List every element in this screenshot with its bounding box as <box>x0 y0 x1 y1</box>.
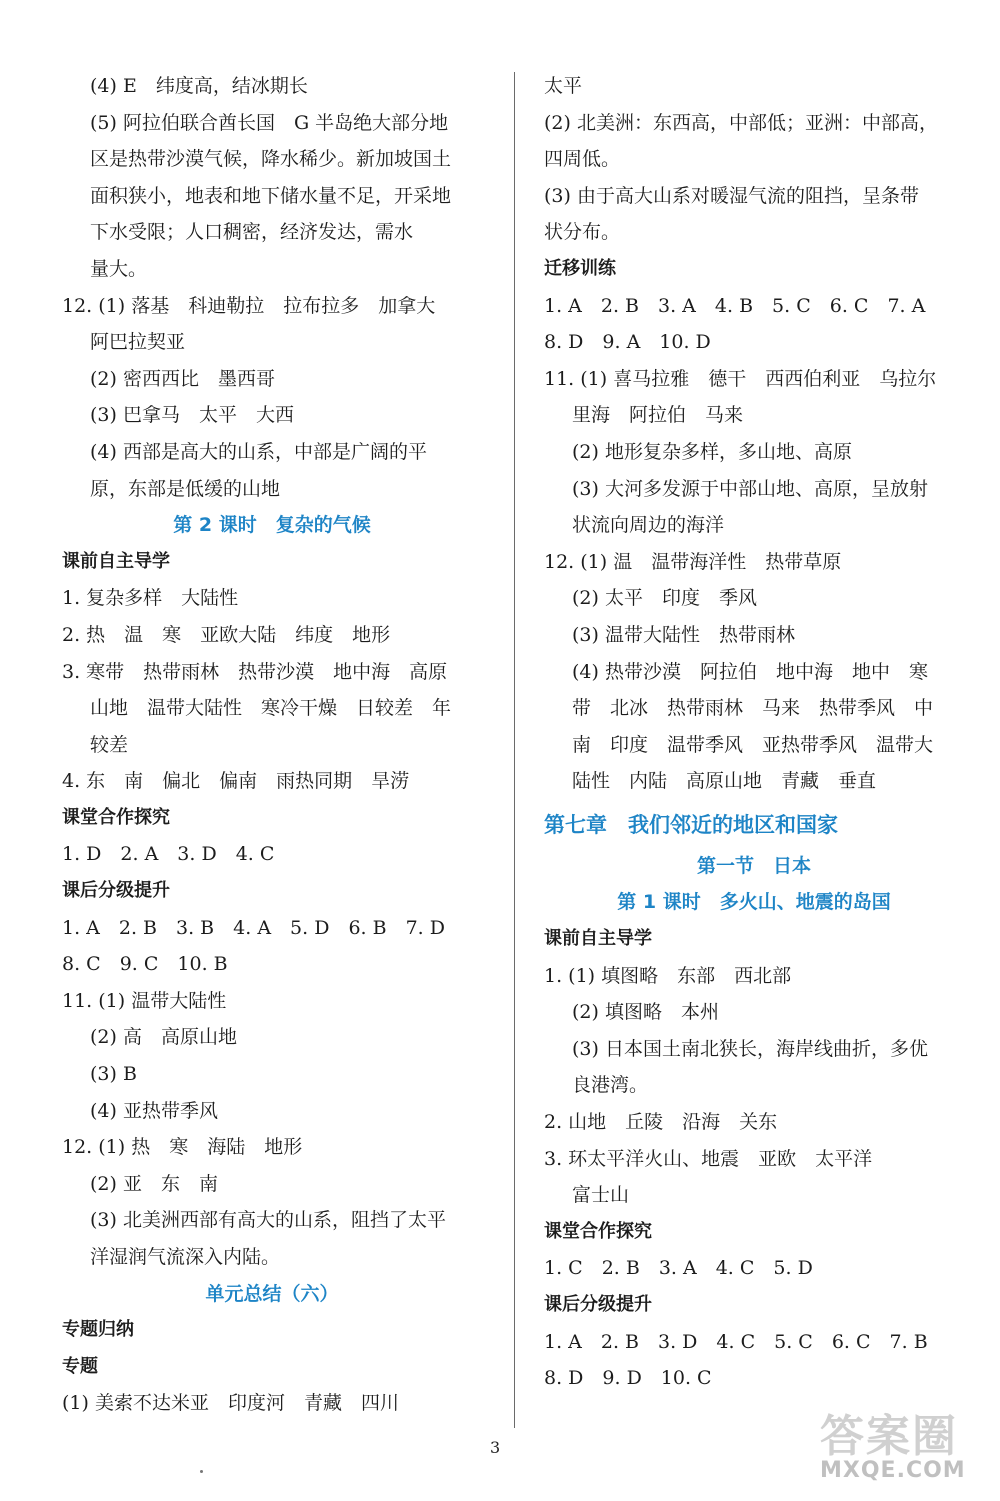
answer-line: 富士山 <box>572 1184 630 1207</box>
watermark-logo <box>820 1400 990 1490</box>
print-dot <box>200 1470 203 1473</box>
answer-line: 原，东部是低缓的山地 <box>90 477 281 500</box>
answer-line: 3. 环太平洋火山、地震 亚欧 太平洋 <box>544 1147 873 1170</box>
answer-line: 11. (1) 温带大陆性 <box>62 989 227 1012</box>
answer-line: 状流向周边的海洋 <box>572 514 725 537</box>
answer-line: 四周低。 <box>544 148 621 171</box>
answer-line: (2) 太平 印度 季风 <box>572 587 757 610</box>
answer-line: 1. (1) 填图略 东部 西北部 <box>544 964 792 987</box>
answer-line: 良港湾。 <box>572 1074 649 1097</box>
answer-line: 洋湿润气流深入内陆。 <box>90 1246 281 1268</box>
page-number: 3 <box>490 1438 501 1457</box>
answer-line: 8. D 9. D 10. C <box>544 1367 712 1390</box>
answer-line: (5) 阿拉伯联合酋长国 G 半岛绝大部分地 <box>90 111 449 134</box>
answer-line: 4. 东 南 偏北 偏南 雨热同期 旱涝 <box>62 770 410 793</box>
answer-line: 带 北冰 热带雨林 马来 热带季风 中 <box>572 697 934 720</box>
answer-line: 面积狭小，地表和地下储水量不足，开采地 <box>90 184 452 207</box>
answer-line: 1. C 2. B 3. A 4. C 5. D <box>544 1257 813 1280</box>
section-heading: 课后分级提升 <box>62 880 170 902</box>
answer-line: 11. (1) 喜马拉雅 德干 西西伯利亚 乌拉尔 <box>544 367 937 390</box>
answer-line: (2) 北美洲：东西高，中部低；亚洲：中部高， <box>544 111 938 134</box>
left-column <box>62 68 482 1422</box>
answer-line: (4) 热带沙漠 阿拉伯 地中海 地中 寒 <box>572 660 928 683</box>
chapter-title: 第七章 我们邻近的地区和国家 <box>544 812 838 837</box>
answer-line: 1. A 2. B 3. D 4. C 5. C 6. C 7. B <box>544 1330 928 1353</box>
answer-line: 1. A 2. B 3. A 4. B 5. C 6. C 7. A <box>544 294 926 317</box>
section-heading: 专题 <box>62 1355 98 1377</box>
right-column <box>544 68 964 1397</box>
answer-line: 陆性 内陆 高原山地 青藏 垂直 <box>572 770 877 793</box>
answer-line: 状分布。 <box>544 221 621 244</box>
answer-line: 12. (1) 温 温带海洋性 热带草原 <box>544 550 842 573</box>
lesson-title: 单元总结（六） <box>205 1282 339 1305</box>
answer-line: (3) 温带大陆性 热带雨林 <box>572 623 795 646</box>
column-divider <box>514 72 515 1428</box>
answer-line: (3) 日本国土南北狭长，海岸线曲折，多优 <box>572 1037 928 1060</box>
answer-line: 南 印度 温带季风 亚热带季风 温带大 <box>572 733 934 756</box>
answer-line: 2. 山地 丘陵 沿海 关东 <box>544 1111 778 1134</box>
answer-line: (3) B <box>90 1063 137 1086</box>
watermark-text: MXQE.COM <box>820 1458 966 1483</box>
answer-line: (3) 大河多发源于中部山地、高原，呈放射 <box>572 477 928 500</box>
answer-line: (4) 西部是高大的山系，中部是广阔的平 <box>90 440 427 463</box>
answer-line: (4) 亚热带季风 <box>90 1099 218 1122</box>
answer-line: 较差 <box>90 733 129 756</box>
section-heading: 课堂合作探究 <box>62 806 170 828</box>
section-heading: 课后分级提升 <box>544 1294 652 1315</box>
answer-line: 阿巴拉契亚 <box>90 331 186 354</box>
answer-line: (2) 填图略 本州 <box>572 1001 719 1024</box>
answer-line: 12. (1) 热 寒 海陆 地形 <box>62 1136 303 1159</box>
answer-line: 2. 热 温 寒 亚欧大陆 纬度 地形 <box>62 623 391 646</box>
answer-line: (4) E 纬度高，结冰期长 <box>90 75 308 97</box>
answer-line: 12. (1) 落基 科迪勒拉 拉布拉多 加拿大 <box>62 294 436 317</box>
answer-line: 1. 复杂多样 大陆性 <box>62 587 239 610</box>
section-heading: 专题归纳 <box>62 1319 134 1341</box>
answer-line: 8. D 9. A 10. D <box>544 331 711 354</box>
answer-line: (2) 亚 东 南 <box>90 1172 218 1195</box>
answer-line: (2) 地形复杂多样，多山地、高原 <box>572 440 852 463</box>
section-heading: 迁移训练 <box>544 257 616 279</box>
answer-line: (2) 高 高原山地 <box>90 1026 237 1049</box>
section-heading: 课前自主导学 <box>544 928 652 950</box>
lesson-title: 第 1 课时 多火山、地震的岛国 <box>617 891 891 914</box>
answer-line: 山地 温带大陆性 寒冷干燥 日较差 年 <box>90 697 452 720</box>
answer-line: (3) 北美洲西部有高大的山系，阻挡了太平 <box>90 1209 446 1232</box>
answer-line: 8. C 9. C 10. B <box>62 953 228 976</box>
section-heading: 课前自主导学 <box>62 550 170 572</box>
lesson-title: 第一节 日本 <box>696 854 811 877</box>
answer-line: 1. A 2. B 3. B 4. A 5. D 6. B 7. D <box>62 916 445 939</box>
answer-line: 里海 阿拉伯 马来 <box>572 404 744 427</box>
answer-line: 区是热带沙漠气候，降水稀少。新加坡国土 <box>90 148 452 171</box>
answer-line: 1. D 2. A 3. D 4. C <box>62 843 275 866</box>
answer-line: (2) 密西西比 墨西哥 <box>90 367 275 390</box>
answer-line: (1) 美索不达米亚 印度河 青藏 四川 <box>62 1392 399 1415</box>
answer-line: (3) 巴拿马 太平 大西 <box>90 404 294 427</box>
answer-line: (3) 由于高大山系对暖湿气流的阻挡，呈条带 <box>544 184 919 207</box>
answer-line: 下水受限；人口稠密，经济发达，需水 <box>90 221 414 244</box>
watermark-seal: 答案圈 <box>820 1411 958 1462</box>
answer-line: 量大。 <box>90 257 148 280</box>
lesson-title: 第 2 课时 复杂的气候 <box>173 514 371 537</box>
section-heading: 课堂合作探究 <box>544 1220 652 1242</box>
answer-line: 太平 <box>544 75 583 97</box>
answer-line: 3. 寒带 热带雨林 热带沙漠 地中海 高原 <box>62 660 448 683</box>
